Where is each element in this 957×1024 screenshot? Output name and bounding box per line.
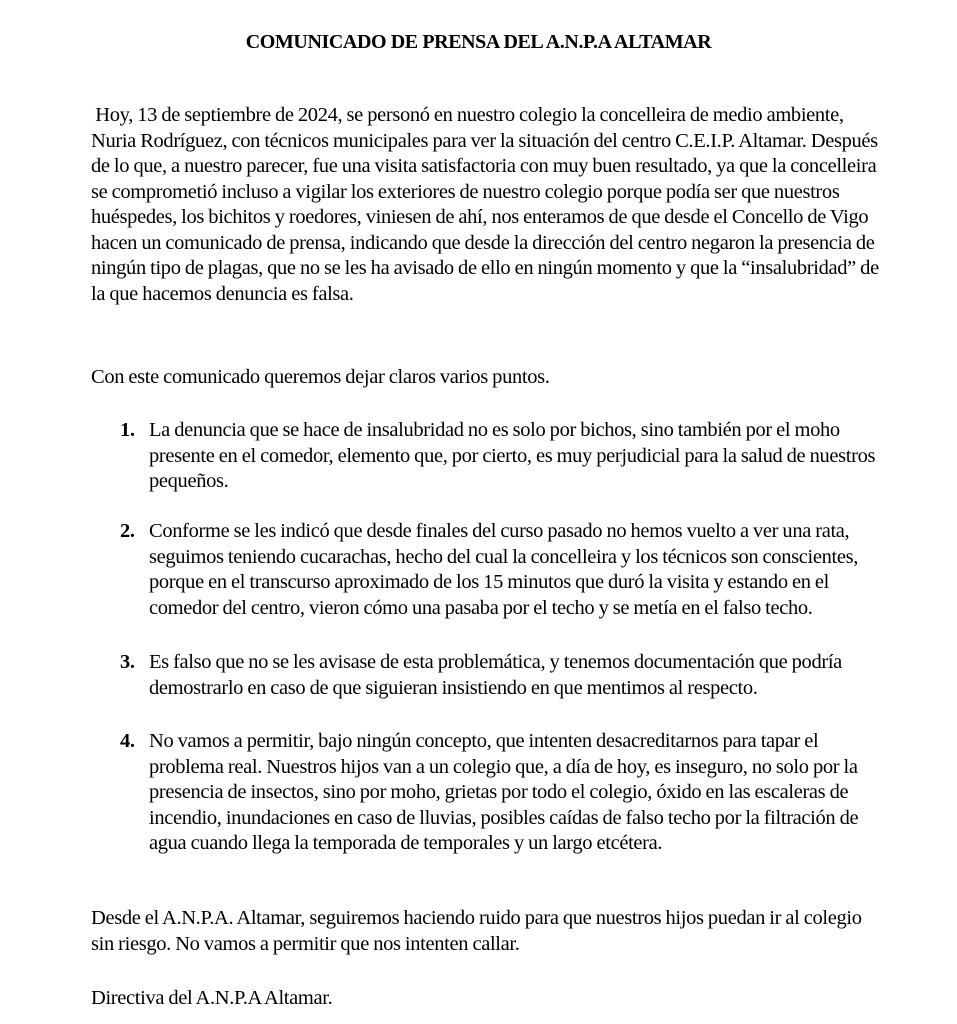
list-item xyxy=(120,729,880,857)
closing-paragraph: Desde el A.N.P.A. Altamar, seguiremos haciendo ruido para que nuestros hijos puedan ir al colegio sin riesgo. No vamos a permitir que nos intenten callar. xyxy=(91,907,862,955)
document-title: COMUNICADO DE PRENSA DEL A.N.P.A ALTAMAR xyxy=(245,31,712,53)
intro-paragraph: Hoy, 13 de septiembre de 2024, se personó en nuestro colegio la concelleira de medio ambiente, Nuria Rodríguez, con técnicos municipales para ver la situación del centro C.E.I.P. Altamar. Después de lo que, a nuestro parecer, fue una visita satisfactoria con muy buen resultado, ya que la concelleira se comprometió incluso a vigilar los exteriores de nuestro colegio porque podía ser que nuestros huéspedes, los bichitos y roedores, viniesen de ahí, nos enteramos de que desde el Concello de Vigo hacen un comunicado de prensa, indicando que desde la dirección del centro negaron la presencia de ningún tipo de plagas, que no se les ha avisado de ello en ningún momento y que la “insalubridad” de la que hacemos denuncia es falsa. xyxy=(91,104,884,305)
list-item xyxy=(120,650,880,701)
lead-paragraph: Con este comunicado queremos dejar claros varios puntos. xyxy=(91,366,550,388)
list-item xyxy=(120,519,880,621)
list-item-text: La denuncia que se hace de insalubridad no es solo por bichos, sino también por el moho presente en el comedor, elemento que, por cierto, es muy perjudicial para la salud de nuestros pequeños. xyxy=(149,419,876,492)
list-item xyxy=(120,418,880,495)
list-item-text: Es falso que no se les avisase de esta problemática, y tenemos documentación que podría demostrarlo en caso de que siguieran insistiendo en que mentimos al respecto. xyxy=(149,651,842,699)
list-item-text: No vamos a permitir, bajo ningún concepto, que intenten desacreditarnos para tapar el problema real. Nuestros hijos van a un colegio que, a día de hoy, es inseguro, no solo por la presencia de insectos, sino por moho, grietas por todo el colegio, óxido en las escaleras de incendio, inundaciones en caso de lluvias, posibles caídas de falso techo por la filtración de agua cuando llega la temporada de temporales y un largo etcétera. xyxy=(149,730,859,854)
signature: Directiva del A.N.P.A Altamar. xyxy=(91,987,333,1009)
list-item-number: 4. xyxy=(120,730,135,752)
list-item-number: 1. xyxy=(120,419,135,441)
list-item-text: Conforme se les indicó que desde finales del curso pasado no hemos vuelto a ver una rata, seguimos teniendo cucarachas, hecho del cual la concelleira y los técnicos son conscientes, porque en el transcurso aproximado de los 15 minutos que duró la visita y estando en el comedor del centro, vieron cómo una pasaba por el techo y se metía en el falso techo. xyxy=(149,520,858,619)
list-item-number: 3. xyxy=(120,651,135,673)
list-item-number: 2. xyxy=(120,520,135,542)
